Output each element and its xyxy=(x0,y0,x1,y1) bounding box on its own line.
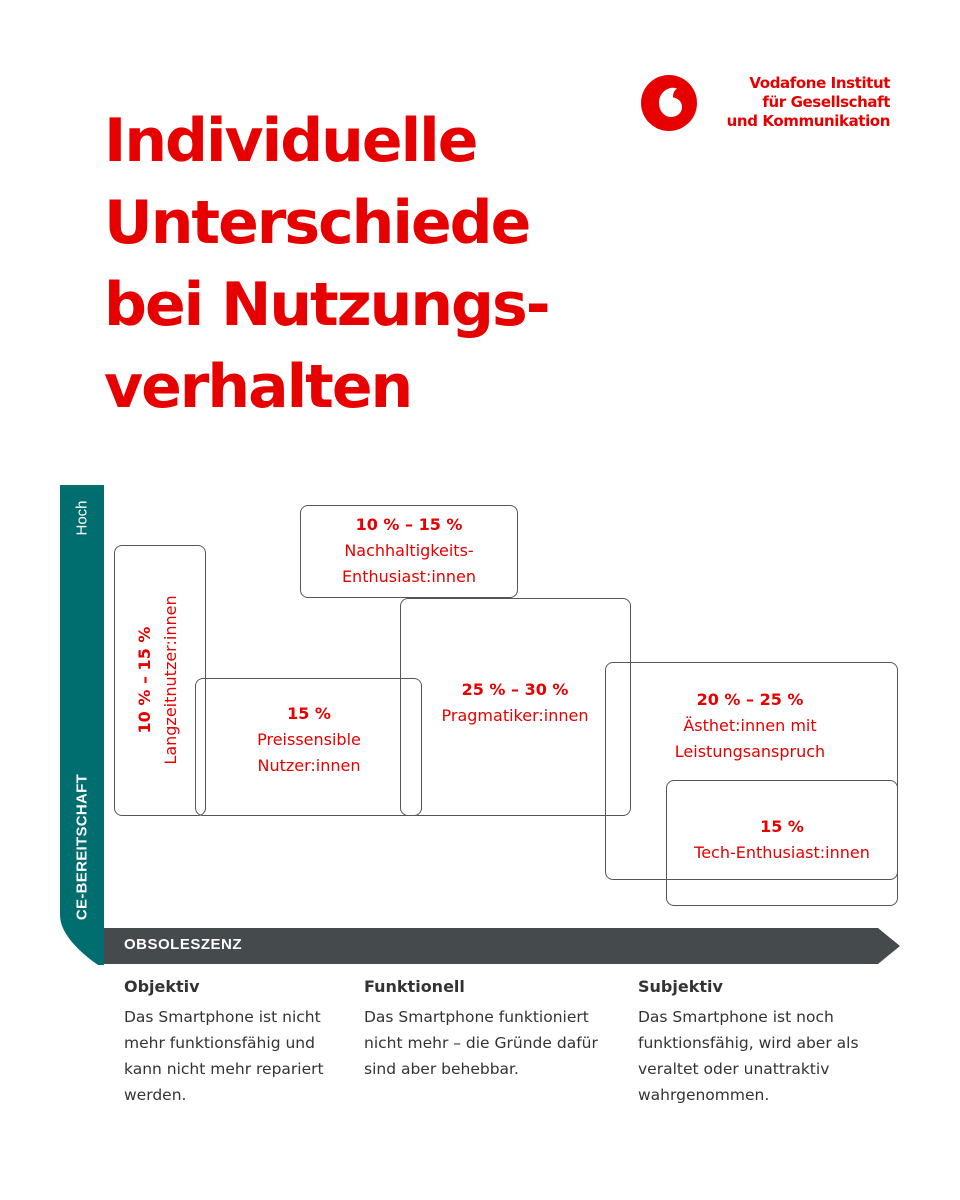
description-line: kann nicht mehr repariert xyxy=(124,1060,324,1078)
vodafone-institut-logo xyxy=(640,72,900,134)
segment-label-aesthet xyxy=(630,687,870,765)
segment-percent: 10 % – 15 % xyxy=(355,515,463,534)
description-line: mehr funktionsfähig und xyxy=(124,1034,315,1052)
segment-name: Pragmatiker:innen xyxy=(441,706,589,725)
logo-line: Vodafone Institut xyxy=(749,74,890,92)
segment-label-langzeit xyxy=(132,595,184,764)
segment-name: Ästhet:innen mit xyxy=(683,716,817,735)
column-description xyxy=(364,1004,626,1082)
description-line: Das Smartphone funktioniert xyxy=(364,1008,589,1026)
logo-line: und Kommunikation xyxy=(726,112,890,130)
column-heading: Funktionell xyxy=(364,977,465,996)
logo-line: für Gesellschaft xyxy=(762,93,890,111)
description-line: wahrgenommen. xyxy=(638,1086,770,1104)
column-subjektiv xyxy=(638,976,900,1108)
title-line: bei Nutzungs- xyxy=(104,270,549,340)
segment-label-pragmatiker xyxy=(405,677,625,729)
segment-name: Langzeitnutzer:innen xyxy=(161,595,180,765)
description-line: Das Smartphone ist noch xyxy=(638,1008,834,1026)
vodafone-speechmark-icon xyxy=(640,74,698,132)
segment-name: Preissensible xyxy=(257,730,361,749)
y-axis-label: CE-BEREITSCHAFT xyxy=(73,773,91,921)
column-objektiv xyxy=(124,976,364,1108)
description-line: werden. xyxy=(124,1086,187,1104)
column-description xyxy=(124,1004,364,1108)
segment-percent: 20 % – 25 % xyxy=(696,690,804,709)
logo-text xyxy=(727,74,890,131)
segment-percent: 25 % – 30 % xyxy=(461,680,569,699)
column-heading: Subjektiv xyxy=(638,977,723,996)
title-line: Unterschiede xyxy=(104,188,530,258)
description-line: nicht mehr – die Gründe dafür xyxy=(364,1034,598,1052)
segment-name: Enthusiast:innen xyxy=(341,567,477,586)
segment-percent: 10 % – 15 % xyxy=(135,626,154,734)
y-axis-high-label: Hoch xyxy=(73,500,91,536)
x-axis-label: OBSOLESZENZ xyxy=(124,936,243,953)
segment-name: Nachhaltigkeits- xyxy=(344,541,474,560)
column-funktionell xyxy=(364,976,626,1082)
segment-percent: 15 % xyxy=(287,704,331,723)
segment-label-tech xyxy=(670,814,894,866)
segment-label-preis xyxy=(204,701,414,779)
segment-percent: 15 % xyxy=(760,817,804,836)
title-line: Individuelle xyxy=(104,106,477,176)
description-line: veraltet oder unattraktiv xyxy=(638,1060,830,1078)
segment-name: Tech-Enthusiast:innen xyxy=(694,843,870,862)
description-line: funktionsfähig, wird aber als xyxy=(638,1034,859,1052)
segment-label-nachhaltig xyxy=(300,512,518,590)
page-title xyxy=(104,100,549,428)
column-heading: Objektiv xyxy=(124,977,200,996)
column-description xyxy=(638,1004,900,1108)
title-line: verhalten xyxy=(104,352,412,422)
description-line: sind aber behebbar. xyxy=(364,1060,519,1078)
segment-name: Nutzer:innen xyxy=(257,756,361,775)
description-line: Das Smartphone ist nicht xyxy=(124,1008,321,1026)
segment-name: Leistungsanspruch xyxy=(674,742,826,761)
